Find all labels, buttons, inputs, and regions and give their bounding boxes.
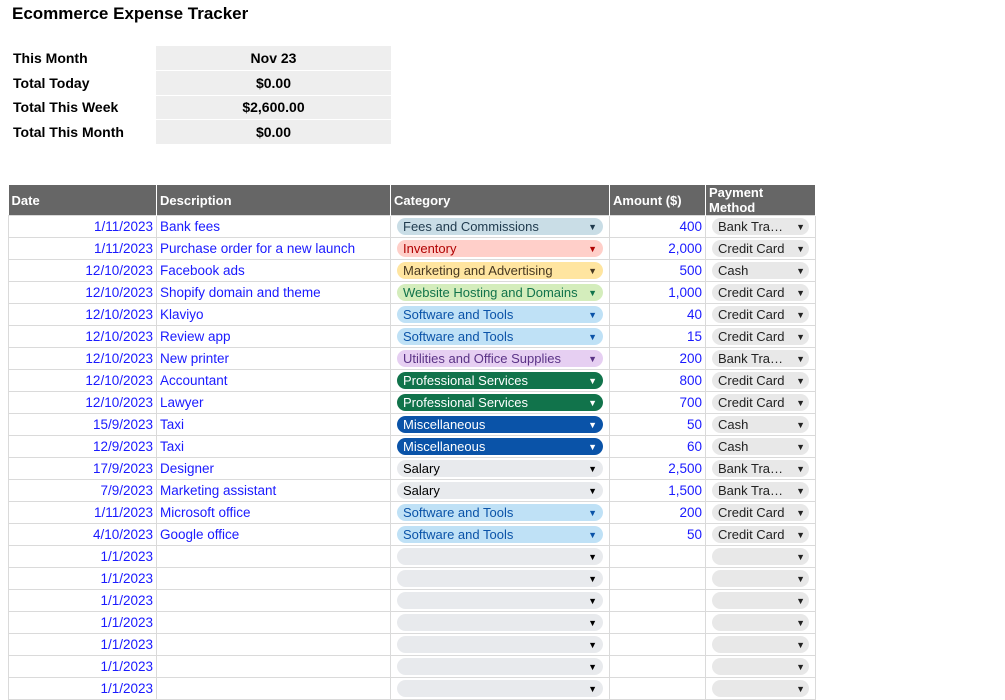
payment-method-cell[interactable] [706, 304, 816, 326]
date-cell[interactable]: 12/10/2023 [9, 260, 157, 282]
summary-value[interactable]: Nov 23 [156, 46, 391, 71]
payment-method-cell[interactable] [706, 634, 816, 656]
description-cell[interactable]: Designer [157, 458, 391, 480]
table-row [9, 260, 816, 282]
amount-cell[interactable]: 40 [610, 304, 706, 326]
payment-method-cell[interactable] [706, 216, 816, 238]
table-row [9, 436, 816, 458]
description-cell[interactable] [157, 590, 391, 612]
category-dropdown[interactable] [397, 658, 603, 675]
date-cell[interactable]: 1/1/2023 [9, 678, 157, 700]
description-cell[interactable]: Taxi [157, 414, 391, 436]
chevron-down-icon[interactable]: ▼ [588, 397, 597, 408]
payment-method-label: Credit Card [718, 395, 785, 410]
chevron-down-icon[interactable]: ▼ [588, 661, 597, 672]
chevron-down-icon[interactable]: ▼ [588, 265, 597, 276]
category-cell[interactable] [391, 502, 610, 524]
payment-method-label: Bank Tra… [718, 351, 784, 366]
chevron-down-icon[interactable]: ▼ [588, 353, 597, 364]
category-dropdown[interactable] [397, 350, 603, 367]
category-dropdown[interactable] [397, 416, 603, 433]
date-cell[interactable]: 12/10/2023 [9, 370, 157, 392]
payment-method-cell[interactable] [706, 568, 816, 590]
category-label: Miscellaneous [403, 439, 486, 454]
payment-method-dropdown[interactable] [712, 350, 809, 367]
date-cell[interactable]: 1/1/2023 [9, 656, 157, 678]
description-cell[interactable] [157, 546, 391, 568]
chevron-down-icon[interactable]: ▼ [796, 485, 805, 496]
payment-method-dropdown[interactable] [712, 482, 809, 499]
payment-method-dropdown[interactable] [712, 548, 809, 565]
payment-method-cell[interactable] [706, 326, 816, 348]
chevron-down-icon[interactable]: ▼ [796, 529, 805, 540]
category-dropdown[interactable] [397, 306, 603, 323]
amount-cell[interactable]: 200 [610, 502, 706, 524]
summary-value[interactable]: $0.00 [156, 71, 391, 96]
payment-method-dropdown[interactable] [712, 218, 809, 235]
category-dropdown[interactable] [397, 328, 603, 345]
amount-cell[interactable]: 400 [610, 216, 706, 238]
date-cell[interactable]: 12/10/2023 [9, 392, 157, 414]
date-cell[interactable]: 1/1/2023 [9, 590, 157, 612]
table-row [9, 392, 816, 414]
category-dropdown[interactable] [397, 438, 603, 455]
category-cell[interactable] [391, 216, 610, 238]
description-cell[interactable] [157, 612, 391, 634]
category-label: Professional Services [403, 373, 528, 388]
chevron-down-icon[interactable]: ▼ [588, 485, 597, 496]
table-row [9, 656, 816, 678]
summary-row [9, 95, 391, 120]
chevron-down-icon[interactable]: ▼ [796, 639, 805, 650]
payment-method-dropdown[interactable] [712, 306, 809, 323]
payment-method-label: Cash [718, 439, 749, 454]
category-cell[interactable] [391, 282, 610, 304]
chevron-down-icon[interactable]: ▼ [796, 353, 805, 364]
amount-cell[interactable]: 60 [610, 436, 706, 458]
chevron-down-icon[interactable]: ▼ [796, 661, 805, 672]
category-cell[interactable] [391, 590, 610, 612]
date-cell[interactable]: 1/1/2023 [9, 568, 157, 590]
description-cell[interactable] [157, 634, 391, 656]
chevron-down-icon[interactable]: ▼ [588, 441, 597, 452]
summary-row [9, 120, 391, 145]
payment-method-label: Credit Card [718, 285, 785, 300]
payment-method-dropdown[interactable] [712, 636, 809, 653]
payment-method-label: Bank Tra… [718, 461, 784, 476]
date-cell[interactable]: 1/11/2023 [9, 502, 157, 524]
table-row [9, 678, 816, 700]
chevron-down-icon[interactable]: ▼ [796, 221, 805, 232]
amount-cell[interactable]: 1,000 [610, 282, 706, 304]
category-cell[interactable] [391, 392, 610, 414]
chevron-down-icon[interactable]: ▼ [588, 639, 597, 650]
summary-row [9, 71, 391, 96]
chevron-down-icon[interactable]: ▼ [588, 331, 597, 342]
payment-method-dropdown[interactable] [712, 680, 809, 697]
chevron-down-icon[interactable]: ▼ [588, 375, 597, 386]
header-category[interactable]: Category [391, 185, 610, 216]
chevron-down-icon[interactable]: ▼ [588, 595, 597, 606]
category-cell[interactable] [391, 304, 610, 326]
date-cell[interactable]: 1/1/2023 [9, 546, 157, 568]
chevron-down-icon[interactable]: ▼ [796, 551, 805, 562]
amount-cell[interactable]: 2,000 [610, 238, 706, 260]
category-cell[interactable] [391, 260, 610, 282]
payment-method-label: Credit Card [718, 329, 785, 344]
payment-method-dropdown[interactable] [712, 614, 809, 631]
amount-cell[interactable]: 15 [610, 326, 706, 348]
chevron-down-icon[interactable]: ▼ [796, 595, 805, 606]
category-cell[interactable] [391, 480, 610, 502]
category-dropdown[interactable] [397, 548, 603, 565]
category-dropdown[interactable] [397, 614, 603, 631]
category-cell[interactable] [391, 436, 610, 458]
category-dropdown[interactable] [397, 526, 603, 543]
chevron-down-icon[interactable]: ▼ [588, 463, 597, 474]
payment-method-cell[interactable] [706, 678, 816, 700]
chevron-down-icon[interactable]: ▼ [588, 309, 597, 320]
category-dropdown[interactable] [397, 372, 603, 389]
payment-method-dropdown[interactable] [712, 372, 809, 389]
payment-method-label: Credit Card [718, 527, 785, 542]
amount-cell[interactable]: 2,500 [610, 458, 706, 480]
table-row [9, 326, 816, 348]
summary-value[interactable]: $2,600.00 [156, 95, 391, 120]
description-cell[interactable]: Google office [157, 524, 391, 546]
payment-method-cell[interactable] [706, 260, 816, 282]
category-dropdown[interactable] [397, 240, 603, 257]
category-cell[interactable] [391, 326, 610, 348]
category-dropdown[interactable] [397, 592, 603, 609]
table-row [9, 216, 816, 238]
chevron-down-icon[interactable]: ▼ [796, 331, 805, 342]
date-cell[interactable]: 7/9/2023 [9, 480, 157, 502]
chevron-down-icon[interactable]: ▼ [588, 243, 597, 254]
payment-method-label: Credit Card [718, 241, 785, 256]
table-row [9, 304, 816, 326]
payment-method-label: Cash [718, 263, 749, 278]
payment-method-cell[interactable] [706, 370, 816, 392]
payment-method-cell[interactable] [706, 480, 816, 502]
header-description[interactable]: Description [157, 185, 391, 216]
amount-cell[interactable] [610, 656, 706, 678]
category-label: Software and Tools [403, 329, 514, 344]
sheet-title: Ecommerce Expense Tracker [12, 4, 249, 23]
table-row [9, 634, 816, 656]
header-row [9, 185, 816, 216]
chevron-down-icon[interactable]: ▼ [796, 265, 805, 276]
chevron-down-icon[interactable]: ▼ [588, 419, 597, 430]
category-cell[interactable] [391, 634, 610, 656]
description-cell[interactable]: Lawyer [157, 392, 391, 414]
date-cell[interactable]: 12/9/2023 [9, 436, 157, 458]
table-row [9, 370, 816, 392]
payment-method-dropdown[interactable] [712, 240, 809, 257]
payment-method-dropdown[interactable] [712, 262, 809, 279]
summary-label[interactable]: Total This Week [13, 99, 119, 116]
chevron-down-icon[interactable]: ▼ [588, 683, 597, 694]
category-cell[interactable] [391, 678, 610, 700]
payment-method-dropdown[interactable] [712, 438, 809, 455]
amount-cell[interactable] [610, 678, 706, 700]
chevron-down-icon[interactable]: ▼ [796, 573, 805, 584]
payment-method-cell[interactable] [706, 590, 816, 612]
amount-cell[interactable]: 200 [610, 348, 706, 370]
date-cell[interactable]: 17/9/2023 [9, 458, 157, 480]
table-row [9, 282, 816, 304]
chevron-down-icon[interactable]: ▼ [796, 617, 805, 628]
amount-cell[interactable]: 800 [610, 370, 706, 392]
chevron-down-icon[interactable]: ▼ [796, 441, 805, 452]
date-cell[interactable]: 1/1/2023 [9, 612, 157, 634]
summary-label[interactable]: Total Today [13, 74, 90, 91]
payment-method-label: Credit Card [718, 373, 785, 388]
summary-table [9, 46, 391, 145]
amount-cell[interactable]: 50 [610, 524, 706, 546]
chevron-down-icon[interactable]: ▼ [588, 551, 597, 562]
payment-method-dropdown[interactable] [712, 658, 809, 675]
category-label: Salary [403, 461, 440, 476]
category-dropdown[interactable] [397, 504, 603, 521]
date-cell[interactable]: 12/10/2023 [9, 304, 157, 326]
chevron-down-icon[interactable]: ▼ [588, 529, 597, 540]
payment-method-cell[interactable] [706, 546, 816, 568]
category-label: Fees and Commissions [403, 219, 539, 234]
category-dropdown[interactable] [397, 636, 603, 653]
category-label: Software and Tools [403, 505, 514, 520]
chevron-down-icon[interactable]: ▼ [796, 507, 805, 518]
summary-label[interactable]: Total This Month [13, 123, 124, 140]
category-label: Miscellaneous [403, 417, 486, 432]
summary-label[interactable]: This Month [13, 50, 88, 67]
amount-cell[interactable]: 1,500 [610, 480, 706, 502]
description-cell[interactable]: Accountant [157, 370, 391, 392]
chevron-down-icon[interactable]: ▼ [796, 683, 805, 694]
chevron-down-icon[interactable]: ▼ [796, 463, 805, 474]
category-dropdown[interactable] [397, 680, 603, 697]
category-cell[interactable] [391, 524, 610, 546]
payment-method-cell[interactable] [706, 656, 816, 678]
chevron-down-icon[interactable]: ▼ [796, 309, 805, 320]
payment-method-cell[interactable] [706, 458, 816, 480]
date-cell[interactable]: 12/10/2023 [9, 282, 157, 304]
table-row [9, 502, 816, 524]
category-label: Software and Tools [403, 527, 514, 542]
amount-cell[interactable] [610, 590, 706, 612]
payment-method-cell[interactable] [706, 436, 816, 458]
payment-method-dropdown[interactable] [712, 526, 809, 543]
table-row [9, 612, 816, 634]
date-cell[interactable]: 12/10/2023 [9, 348, 157, 370]
category-label: Utilities and Office Supplies [403, 351, 562, 366]
summary-row [9, 46, 391, 71]
description-cell[interactable]: Taxi [157, 436, 391, 458]
payment-method-label: Cash [718, 417, 749, 432]
chevron-down-icon[interactable]: ▼ [796, 375, 805, 386]
payment-method-dropdown[interactable] [712, 416, 809, 433]
payment-method-dropdown[interactable] [712, 284, 809, 301]
payment-method-cell[interactable] [706, 502, 816, 524]
chevron-down-icon[interactable]: ▼ [796, 287, 805, 298]
amount-cell[interactable] [610, 546, 706, 568]
description-cell[interactable] [157, 656, 391, 678]
category-label: Salary [403, 483, 440, 498]
payment-method-cell[interactable] [706, 414, 816, 436]
payment-method-label: Bank Tra… [718, 219, 784, 234]
amount-cell[interactable] [610, 612, 706, 634]
category-label: Software and Tools [403, 307, 514, 322]
table-row [9, 458, 816, 480]
chevron-down-icon[interactable]: ▼ [588, 617, 597, 628]
category-label: Website Hosting and Domains [403, 285, 578, 300]
table-row [9, 568, 816, 590]
description-cell[interactable]: Review app [157, 326, 391, 348]
category-cell[interactable] [391, 238, 610, 260]
description-cell[interactable]: Klaviyo [157, 304, 391, 326]
category-label: Marketing and Advertising [403, 263, 553, 278]
payment-method-cell[interactable] [706, 282, 816, 304]
description-cell[interactable]: New printer [157, 348, 391, 370]
date-cell[interactable]: 4/10/2023 [9, 524, 157, 546]
category-cell[interactable] [391, 568, 610, 590]
table-row [9, 238, 816, 260]
table-row [9, 546, 816, 568]
amount-cell[interactable]: 500 [610, 260, 706, 282]
amount-cell[interactable] [610, 568, 706, 590]
description-cell[interactable]: Shopify domain and theme [157, 282, 391, 304]
amount-cell[interactable]: 50 [610, 414, 706, 436]
date-cell[interactable]: 1/1/2023 [9, 634, 157, 656]
category-cell[interactable] [391, 370, 610, 392]
header-date[interactable]: Date [9, 185, 157, 216]
category-label: Professional Services [403, 395, 528, 410]
table-row [9, 348, 816, 370]
table-row [9, 524, 816, 546]
header-amount[interactable]: Amount ($) [610, 185, 706, 216]
payment-method-dropdown[interactable] [712, 504, 809, 521]
amount-cell[interactable] [610, 634, 706, 656]
payment-method-label: Credit Card [718, 505, 785, 520]
header-payment-method[interactable]: Payment Method [706, 185, 816, 216]
summary-value[interactable]: $0.00 [156, 120, 391, 145]
payment-method-dropdown[interactable] [712, 592, 809, 609]
amount-cell[interactable]: 700 [610, 392, 706, 414]
description-cell[interactable] [157, 568, 391, 590]
chevron-down-icon[interactable]: ▼ [796, 419, 805, 430]
category-dropdown[interactable] [397, 262, 603, 279]
payment-method-cell[interactable] [706, 392, 816, 414]
payment-method-dropdown[interactable] [712, 570, 809, 587]
table-row [9, 480, 816, 502]
category-dropdown[interactable] [397, 482, 603, 499]
payment-method-dropdown[interactable] [712, 394, 809, 411]
payment-method-label: Bank Tra… [718, 483, 784, 498]
date-cell[interactable]: 15/9/2023 [9, 414, 157, 436]
date-cell[interactable]: 1/11/2023 [9, 216, 157, 238]
chevron-down-icon[interactable]: ▼ [588, 573, 597, 584]
category-cell[interactable] [391, 414, 610, 436]
payment-method-cell[interactable] [706, 238, 816, 260]
category-cell[interactable] [391, 348, 610, 370]
payment-method-dropdown[interactable] [712, 460, 809, 477]
description-cell[interactable]: Facebook ads [157, 260, 391, 282]
category-cell[interactable] [391, 546, 610, 568]
category-cell[interactable] [391, 458, 610, 480]
table-row [9, 590, 816, 612]
table-row [9, 414, 816, 436]
category-dropdown[interactable] [397, 460, 603, 477]
description-cell[interactable]: Marketing assistant [157, 480, 391, 502]
chevron-down-icon[interactable]: ▼ [796, 397, 805, 408]
payment-method-cell[interactable] [706, 524, 816, 546]
chevron-down-icon[interactable]: ▼ [588, 287, 597, 298]
date-cell[interactable]: 1/11/2023 [9, 238, 157, 260]
category-cell[interactable] [391, 656, 610, 678]
description-cell[interactable]: Purchase order for a new launch [157, 238, 391, 260]
category-label: Inventory [403, 241, 457, 256]
category-dropdown[interactable] [397, 284, 603, 301]
chevron-down-icon[interactable]: ▼ [588, 221, 597, 232]
category-dropdown[interactable] [397, 570, 603, 587]
payment-method-dropdown[interactable] [712, 328, 809, 345]
description-cell[interactable]: Bank fees [157, 216, 391, 238]
payment-method-label: Credit Card [718, 307, 785, 322]
description-cell[interactable]: Microsoft office [157, 502, 391, 524]
category-dropdown[interactable] [397, 394, 603, 411]
description-cell[interactable] [157, 678, 391, 700]
category-dropdown[interactable] [397, 218, 603, 235]
date-cell[interactable]: 12/10/2023 [9, 326, 157, 348]
expense-table [8, 185, 816, 700]
payment-method-cell[interactable] [706, 612, 816, 634]
category-cell[interactable] [391, 612, 610, 634]
chevron-down-icon[interactable]: ▼ [588, 507, 597, 518]
payment-method-cell[interactable] [706, 348, 816, 370]
chevron-down-icon[interactable]: ▼ [796, 243, 805, 254]
